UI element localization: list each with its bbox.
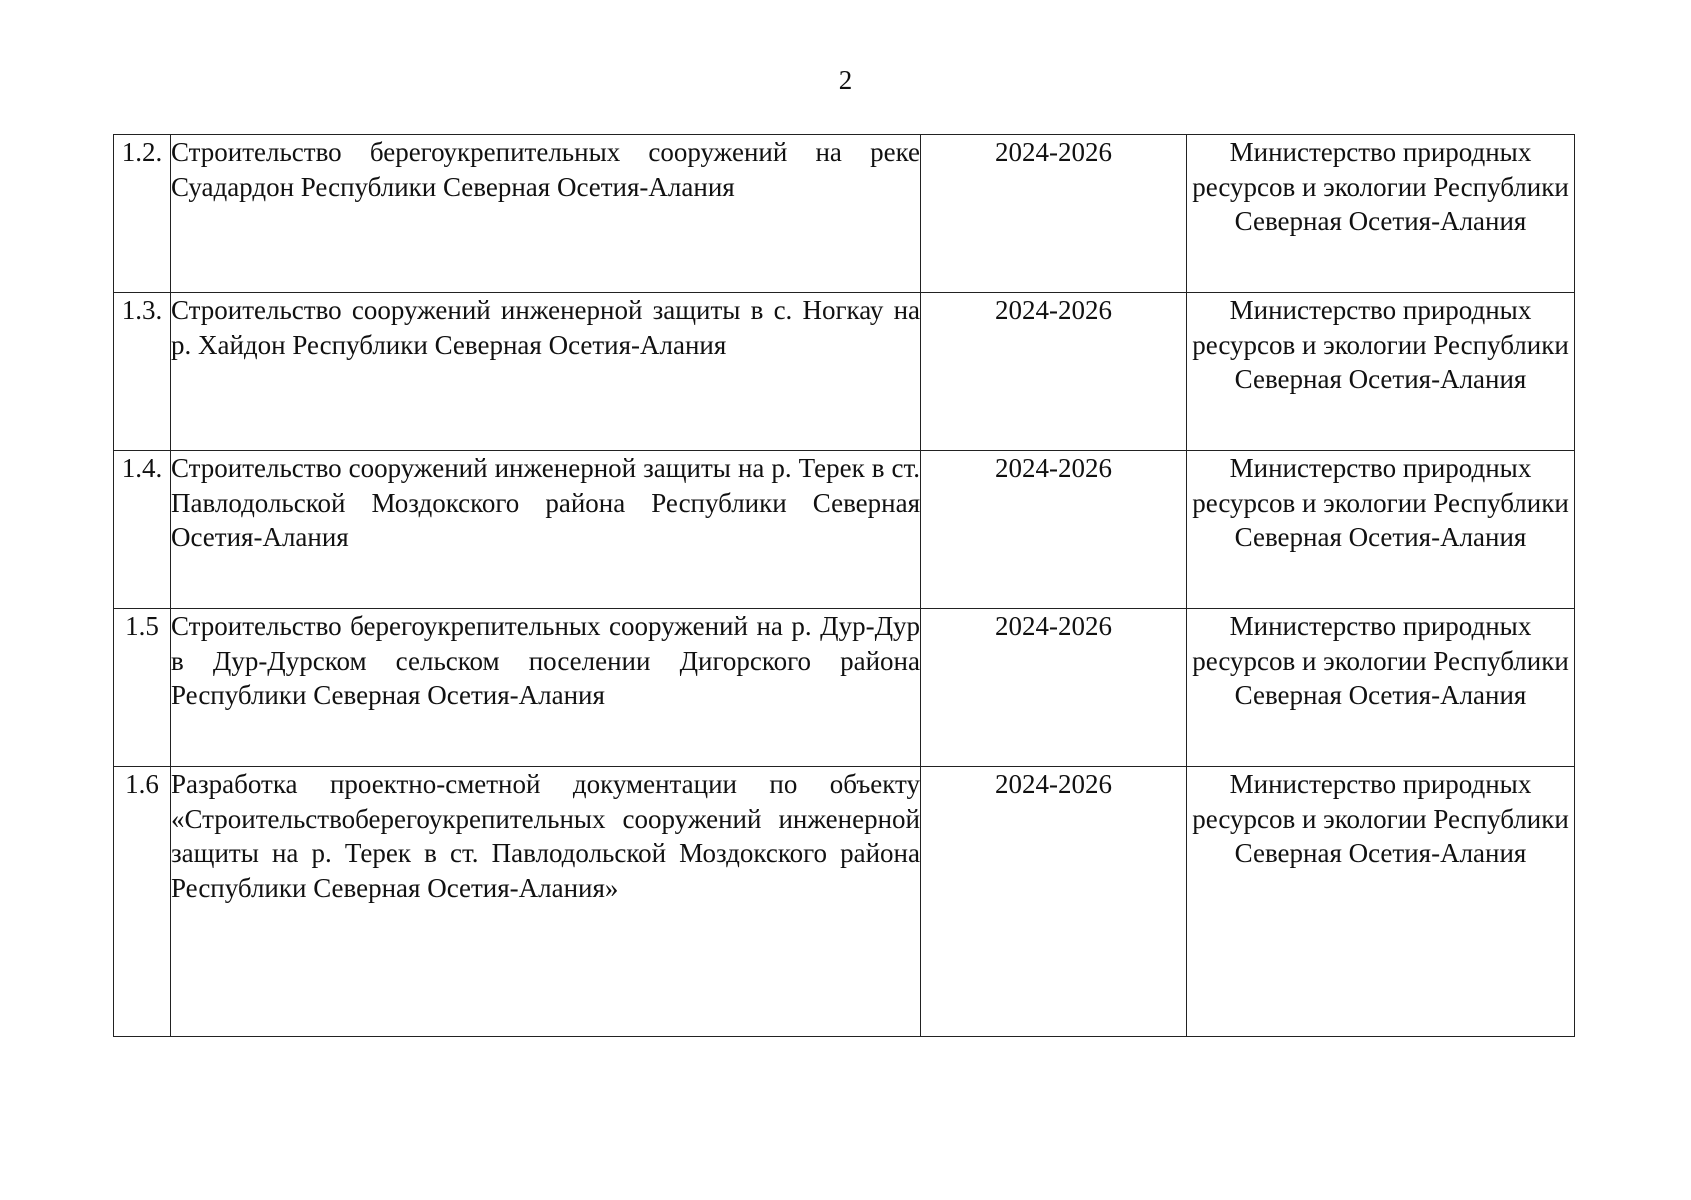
row-number: 1.2. xyxy=(114,135,171,293)
measures-table xyxy=(113,134,1575,1037)
measure-description: Разработка проектно-сметной документации по объекту «Строительствоберегоукрепительных сооружений инженерной защиты на р. Терек в ст. Павлодольской Моздокского района Республики Северная Осетия-Алания» xyxy=(171,767,921,1037)
responsible-executor: Министерство природных ресурсов и экологии Республики Северная Осетия-Алания xyxy=(1187,293,1575,451)
measure-description: Строительство берегоукрепительных сооружений на р. Дур-Дур в Дур-Дурском сельском поселении Дигорского района Республики Северная Осетия-Алания xyxy=(171,609,921,767)
row-number: 1.6 xyxy=(114,767,171,1037)
responsible-executor: Министерство природных ресурсов и экологии Республики Северная Осетия-Алания xyxy=(1187,609,1575,767)
measure-description: Строительство сооружений инженерной защиты в с. Ногкау на р. Хайдон Республики Северная Осетия-Алания xyxy=(171,293,921,451)
implementation-period: 2024-2026 xyxy=(921,451,1187,609)
implementation-period: 2024-2026 xyxy=(921,767,1187,1037)
table-row xyxy=(114,135,1575,293)
page-number: 2 xyxy=(838,65,853,95)
row-number: 1.4. xyxy=(114,451,171,609)
row-number: 1.5 xyxy=(114,609,171,767)
implementation-period: 2024-2026 xyxy=(921,293,1187,451)
responsible-executor: Министерство природных ресурсов и экологии Республики Северная Осетия-Алания xyxy=(1187,767,1575,1037)
table-row xyxy=(114,293,1575,451)
implementation-period: 2024-2026 xyxy=(921,609,1187,767)
implementation-period: 2024-2026 xyxy=(921,135,1187,293)
measure-description: Строительство сооружений инженерной защиты на р. Терек в ст. Павлодольской Моздокского района Республики Северная Осетия-Алания xyxy=(171,451,921,609)
responsible-executor: Министерство природных ресурсов и экологии Республики Северная Осетия-Алания xyxy=(1187,135,1575,293)
table-row xyxy=(114,609,1575,767)
row-number: 1.3. xyxy=(114,293,171,451)
table-row xyxy=(114,767,1575,1037)
responsible-executor: Министерство природных ресурсов и экологии Республики Северная Осетия-Алания xyxy=(1187,451,1575,609)
table-row xyxy=(114,451,1575,609)
measure-description: Строительство берегоукрепительных сооружений на реке Суадардон Республики Северная Осетия-Алания xyxy=(171,135,921,293)
